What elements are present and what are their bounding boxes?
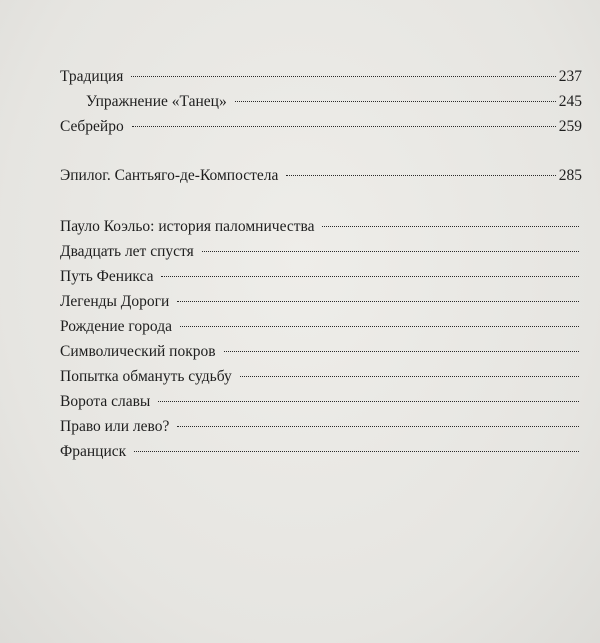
toc-entry-title: Упражнение «Танец» <box>86 93 227 110</box>
toc-entry-tradition <box>60 64 582 89</box>
toc-page-number: 285 <box>558 167 582 184</box>
toc-entry-appendix <box>60 314 582 339</box>
toc-entry-appendix <box>60 364 582 389</box>
section-spacer <box>60 188 582 214</box>
toc-page-number: 245 <box>558 93 582 110</box>
toc-entry-title: Эпилог. Сантьяго-де-Компостела <box>60 167 279 184</box>
dot-leader <box>158 401 579 402</box>
toc-entry-title: Попытка обмануть судьбу <box>60 368 232 385</box>
toc-entry-title: Себрейро <box>60 118 124 135</box>
toc-entry-appendix <box>60 239 582 264</box>
dot-leader <box>177 301 579 302</box>
toc-entry-appendix <box>60 214 582 239</box>
toc-entry-appendix <box>60 339 582 364</box>
dot-leader <box>180 326 579 327</box>
toc-entry-title: Право или лево? <box>60 418 170 435</box>
dot-leader <box>132 126 556 127</box>
toc-entry-cebreiro <box>60 114 582 139</box>
toc-entry-title: Традиция <box>60 68 124 85</box>
toc-page-number: 259 <box>558 118 582 135</box>
toc-entry-title: Символический покров <box>60 343 216 360</box>
dot-leader <box>235 101 556 102</box>
dot-leader <box>202 251 579 252</box>
toc-entry-title: Рождение города <box>60 318 172 335</box>
toc-entry-appendix <box>60 414 582 439</box>
toc-entry-appendix <box>60 439 582 464</box>
dot-leader <box>177 426 579 427</box>
toc-entry-title: Путь Феникса <box>60 268 154 285</box>
dot-leader <box>224 351 579 352</box>
toc-entry-epilogue <box>60 163 582 188</box>
section-spacer <box>60 139 582 163</box>
dot-leader <box>286 175 555 176</box>
table-of-contents <box>60 64 582 464</box>
toc-entry-title: Франциск <box>60 443 127 460</box>
toc-entry-title: Пауло Коэльо: история паломничества <box>60 218 315 235</box>
dot-leader <box>161 276 579 277</box>
toc-entry-title: Легенды Дороги <box>60 293 170 310</box>
toc-entry-appendix <box>60 264 582 289</box>
dot-leader <box>131 76 555 77</box>
toc-entry-title: Двадцать лет спустя <box>60 243 194 260</box>
dot-leader <box>134 451 579 452</box>
toc-entry-dance-exercise <box>60 89 582 114</box>
dot-leader <box>322 226 579 227</box>
toc-page-number: 237 <box>558 68 582 85</box>
dot-leader <box>240 376 579 377</box>
toc-entry-title: Ворота славы <box>60 393 151 410</box>
toc-entry-appendix <box>60 389 582 414</box>
toc-entry-appendix <box>60 289 582 314</box>
